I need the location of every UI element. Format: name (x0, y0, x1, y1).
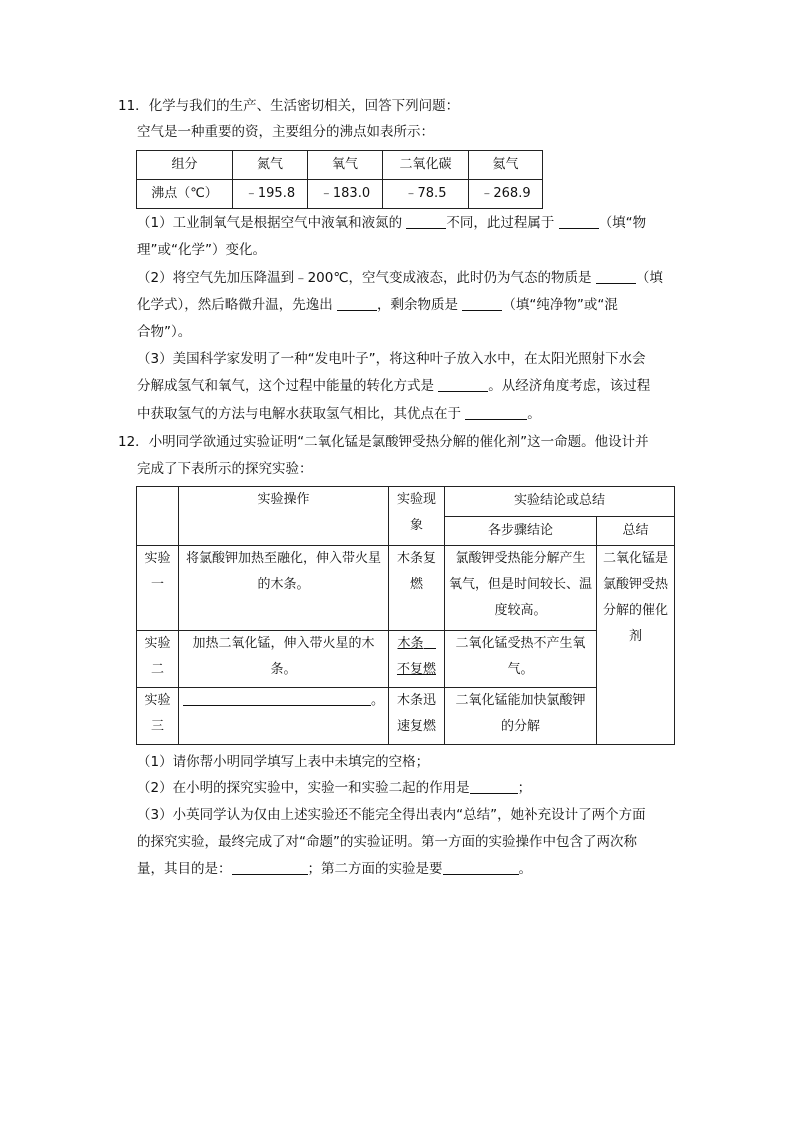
q11-part3-text: 。 (527, 406, 541, 422)
cell-text: 气。 (507, 662, 534, 677)
q11-part2-text: 化学式），然后略微升温，先逸出 (137, 297, 333, 313)
cell-text: 速复燃 (396, 719, 436, 734)
experiment-phenomenon (389, 546, 445, 631)
q11-part3-line1: （3）美国科学家发明了一种“发电叶子”，将这种叶子放入水中，在太阳光照射下水会 (137, 351, 646, 367)
q11-part2-line1 (137, 268, 663, 288)
table-header-cell: 氮气 (233, 151, 308, 180)
cell-text: 。 (370, 693, 384, 708)
q11-part3-line3 (137, 404, 541, 424)
q11-part2-line3: 合物”）。 (137, 324, 192, 340)
experiment-label (137, 631, 179, 688)
answer-blank[interactable] (470, 779, 518, 794)
q11-part2-text: （填“纯净物”或“混 (502, 297, 618, 313)
q12-part1: （1）请你帮小明同学填写上表中未填完的空格； (137, 754, 430, 770)
q11-part1-text: （填“物 (598, 215, 647, 231)
q11-number: 11． (118, 98, 149, 114)
table-cell: ﹣183.0 (308, 180, 383, 209)
q11-boiling-point-table (136, 150, 543, 209)
table-cell: ﹣268.9 (469, 180, 543, 209)
experiment-step-conclusion (445, 546, 597, 631)
table-header-cell: 氧气 (308, 151, 383, 180)
q11-part3-text: 分解成氢气和氧气，这个过程中能量的转化方式是 (137, 378, 434, 394)
header-text: 象 (409, 518, 423, 533)
q12-part3-line3 (137, 859, 532, 879)
q12-part3-line2: 的探究实验，最终完成了对“命题”的实验证明。第一方面的实验操作中包含了两次称 (137, 834, 637, 850)
experiment-phenomenon (389, 631, 445, 688)
q12-part3-text: ；第二方面的实验是要 (307, 861, 443, 877)
experiment-step-conclusion (445, 688, 597, 745)
answer-blank[interactable] (232, 860, 308, 875)
answer-blank[interactable] (424, 634, 436, 649)
cell-text: 加热二氧化锰，伸入带火星的木 (192, 636, 375, 651)
label-text: 实验 (144, 636, 171, 651)
label-text: 实验 (144, 551, 171, 566)
q12-experiment-table (136, 486, 675, 745)
experiment-operation (179, 688, 389, 745)
cell-text: 不复燃 (396, 662, 436, 677)
cell-text: 氧气，但是时间较长、温 (448, 577, 592, 592)
cell-text: 度较高。 (494, 603, 547, 618)
table-row-label: 沸点（℃） (137, 180, 233, 209)
q11-part1-line1 (137, 213, 646, 233)
q12-number: 12． (118, 434, 149, 450)
q12-part3-text: 量，其目的是： (137, 861, 232, 877)
cell-text: 木条复 (396, 551, 436, 566)
table-header-cell: 组分 (137, 151, 233, 180)
cell-text: 燃 (409, 577, 423, 592)
q11-title-line (118, 96, 459, 116)
table-header-phenomenon (389, 487, 445, 546)
table-row (137, 631, 675, 688)
answer-blank[interactable] (337, 296, 377, 311)
answer-blank[interactable] (443, 860, 519, 875)
table-cell: ﹣78.5 (383, 180, 469, 209)
experiment-summary (597, 546, 675, 745)
table-header-operation: 实验操作 (179, 487, 389, 546)
answer-blank[interactable] (465, 405, 527, 420)
q12-part2-text: （2）在小明的探究实验中，实验一和实验二起的作用是 (137, 780, 470, 796)
q12-title: 小明同学欲通过实验证明“二氧化锰是氯酸钾受热分解的催化剂”这一命题。他设计并 (148, 434, 649, 450)
answer-blank[interactable] (462, 296, 502, 311)
q11-part2-text: （2）将空气先加压降温到﹣200℃，空气变成液态，此时仍为气态的物质是 (137, 270, 592, 286)
table-header-cell: 氦气 (469, 151, 543, 180)
answer-blank[interactable] (559, 214, 599, 229)
cell-text: 的木条。 (257, 577, 310, 592)
cell-text: 氯酸钾受热 (602, 577, 668, 592)
q11-title: 化学与我们的生产、生活密切相关，回答下列问题： (148, 98, 460, 114)
table-header-cell: 二氧化碳 (383, 151, 469, 180)
q11-part1-text: 不同，此过程属于 (446, 215, 555, 231)
experiment-operation (179, 631, 389, 688)
table-header-step-conclusion: 各步骤结论 (445, 516, 597, 546)
cell-text: 的分解 (500, 719, 540, 734)
cell-text: 分解的催化 (602, 603, 668, 618)
experiment-phenomenon (389, 688, 445, 745)
q11-part3-text: 中获取氢气的方法与电解水获取氢气相比，其优点在于 (137, 406, 461, 422)
answer-blank[interactable] (406, 214, 446, 229)
cell-text: 二氧化锰是 (602, 551, 668, 566)
cell-text: 二氧化锰能加快氯酸钾 (455, 693, 586, 708)
cell-text: 将氯酸钾加热至融化，伸入带火星 (185, 551, 381, 566)
table-row (137, 151, 543, 180)
table-row (137, 688, 675, 745)
q11-part1-line2: 理”或“化学”）变化。 (137, 242, 266, 258)
cell-text: 氯酸钾受热能分解产生 (455, 551, 586, 566)
q12-title-line2: 完成了下表所示的探究实验： (137, 461, 313, 477)
cell-text: 条。 (270, 662, 297, 677)
label-text: 一 (150, 577, 164, 592)
q11-part1-text: （1）工业制氧气是根据空气中液氧和液氮的 (137, 215, 403, 231)
q11-part3-text: 。从经济角度考虑，该过程 (488, 378, 651, 394)
answer-blank[interactable] (183, 691, 371, 706)
q12-part2 (137, 778, 531, 798)
table-row (137, 180, 543, 209)
label-text: 三 (150, 719, 164, 734)
experiment-operation (179, 546, 389, 631)
experiment-step-conclusion (445, 631, 597, 688)
label-text: 二 (150, 662, 164, 677)
cell-text: 木条迅 (396, 693, 436, 708)
q11-part2-text: ，剩余物质是 (377, 297, 459, 313)
table-corner-cell (137, 487, 179, 546)
table-header-conclusion: 实验结论或总结 (445, 487, 675, 517)
q11-part2-line2 (137, 295, 618, 315)
q11-part3-line2 (137, 376, 650, 396)
answer-blank[interactable] (438, 377, 488, 392)
experiment-label (137, 688, 179, 745)
label-text: 实验 (144, 693, 171, 708)
q12-part3-text: 。 (518, 861, 532, 877)
q11-intro: 空气是一种重要的资，主要组分的沸点如表所示： (137, 124, 434, 140)
cell-text: 剂 (628, 629, 642, 644)
cell-text: 二氧化锰受热不产生氧 (455, 636, 586, 651)
header-text: 实验现 (396, 492, 436, 507)
table-row (137, 546, 675, 631)
q12-part2-text: ； (517, 780, 532, 796)
cell-text: 木条 (397, 636, 424, 651)
table-cell: ﹣195.8 (233, 180, 308, 209)
q12-title-line1 (118, 432, 649, 452)
answer-blank[interactable] (596, 269, 636, 284)
q11-part2-text: （填 (635, 270, 663, 286)
experiment-label (137, 546, 179, 631)
table-row (137, 487, 675, 517)
q12-part3-line1: （3）小英同学认为仅由上述实验还不能完全得出表内“总结”，她补充设计了两个方面 (137, 807, 646, 823)
table-header-summary: 总结 (597, 516, 675, 546)
